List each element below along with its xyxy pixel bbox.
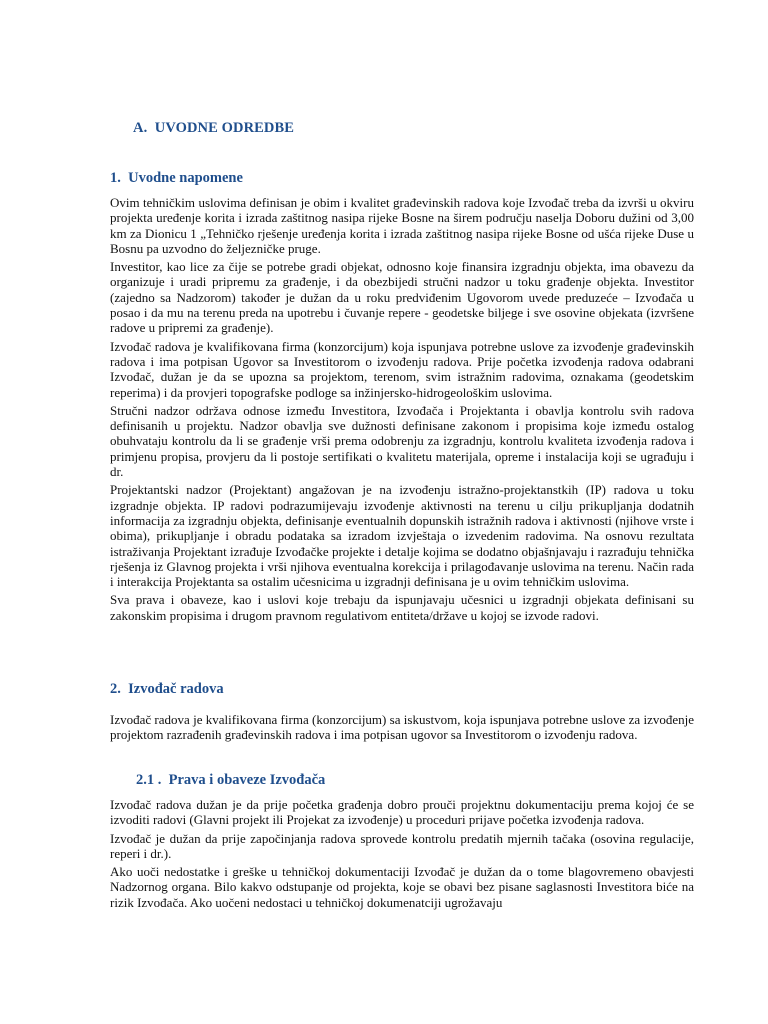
paragraph: Izvođač radova je kvalifikovana firma (konzorcijum) koja ispunjava potrebne uslove za izvođenje građevinskih radova i ima potpisan Ugovor sa Investitorom o izvođenju radova. Prije početka izvođenja radova odabrani Izvođač, dužan je da se upozna sa projektom, terenom, svim istražnim radovima, oznakama (geodetskim reperima) i da provjeri topografske podloge sa inžinjersko-hidrogeološkim uslovima. xyxy=(110,338,694,400)
heading-title: Prava i obaveze Izvođača xyxy=(168,772,326,788)
paragraph: Izvođač je dužan da prije započinjanja radova sprovede kontrolu predatih mjernih tačaka (osovina regulacije, reperi i dr.). xyxy=(110,830,694,861)
paragraph: Izvođač radova dužan je da prije početka građenja dobro prouči projektnu dokumentaciju prema kojoj će se izvoditi radovi (Glavni projekt ili Projekat za izvođenje) u proceduri prijave početka izvođenja radova. xyxy=(110,797,694,828)
section-1-body xyxy=(110,195,694,626)
heading-title: Uvodne napomene xyxy=(128,170,243,186)
paragraph: Ako uoči nedostatke i greške u tehničkoj dokumentaciji Izvođač je dužan da o tome blagovremeno obavjesti Nadzornog organa. Bilo kakvo odstupanje od projekta, koje se obavi bez pisane saglasnosti Investitora biće na rizik Izvođača. Ako uočeni nedostaci u tehničkoj dokumenatciji ugrožavaju xyxy=(110,864,694,910)
paragraph: Ovim tehničkim uslovima definisan je obim i kvalitet građevinskih radova koje Izvođač treba da izvrši u okviru projekta uređenje korita i izrada zaštitnog nasipa rijeke Bosne na širem području naselja Doboru dužini od 3,00 km za Dionicu 1 „Tehničko rješenje uređenja korita i izrada zaštitnog nasipa rijeke Bosne od ušća rijeke Duse u Bosnu pa uzvodno do željezničke pruge. xyxy=(110,195,694,256)
heading-section-2 xyxy=(110,681,224,698)
heading-section-1 xyxy=(110,170,243,187)
document-page xyxy=(110,0,694,1024)
heading-title: UVODNE ODREDBE xyxy=(154,120,295,136)
section-2-body xyxy=(110,712,694,746)
section-2-1-body xyxy=(110,797,694,932)
paragraph: Projektantski nadzor (Projektant) angažovan je na izvođenju istražno-projektanstkih (IP) radova u toku izgradnje objekta. IP radovi podrazumijevaju izvođenje aktivnosti na terenu u cilju prikupljanja dodatnih informacija za izgradnju objekta, definisanje eventualnih dopunskih istražnih radova i aktivnosti (njihove vrste i obima), prikupljanje i obradu podataka sa izradom izvještaja o izvedenim radovima. Na osnovu rezultata istraživanja Projektant izrađuje Izvođačke projekte i detalje kojima se dodatno objašnjavaju i razrađuju tehnička rješenja iz Glavnog projekta i vrši njihova eventualna korekcija i prilagođavanje uslovima na terenu. Način rada i interakcija Projektanta sa ostalim učesnicima u izgradnji definisana je u ovim tehničkim uslovima. xyxy=(110,482,694,590)
heading-number: A. xyxy=(133,120,148,136)
heading-section-a xyxy=(133,120,294,137)
paragraph: Izvođač radova je kvalifikovana firma (konzorcijum) sa iskustvom, koja ispunjava potrebne uslove za izvođenje projektom razrađenih građevinskih radova i ima potpisan ugovor sa Investitorom o izvođenju radova. xyxy=(110,712,694,743)
heading-number: 2. xyxy=(110,681,121,697)
paragraph: Investitor, kao lice za čije se potrebe gradi objekat, odnosno koje finansira izgradnju objekta, ima obavezu da organizuje i uradi pripremu za građenje, i da obezbijedi stručni nadzor u toku građenje objekta. Investitor (zajedno sa Nadzorom) također je dužan da u roku predviđenim Ugovorom uvede preduzeće – Izvođača u posao i da mu na terenu preda na upotrebu i čuvanje repere - geodetske biljege i sve osovine objekata (izvršene radove u pripremi za građenje). xyxy=(110,259,694,336)
heading-title: Izvođač radova xyxy=(128,681,224,697)
paragraph: Sva prava i obaveze, kao i uslovi koje trebaju da ispunjavaju učesnici u izgradnji objekata definisani su zakonskim propisima i drugom pravnom regulativom entiteta/države u kojoj se izvode radovi. xyxy=(110,592,694,623)
heading-section-2-1 xyxy=(136,772,325,789)
paragraph: Stručni nadzor održava odnose između Investitora, Izvođača i Projektanta i obavlja kontrolu svih radova definisanih u projektu. Nadzor obavlja sve dužnosti definisane zakonom i propisima koje između ostalog obuhvataju kontrolu da li se građenje vrši prema odobrenju za izgradnju, kontrolu kvaliteta izvođenja radova i primjenu propisa, provjeru da li postoje sertifikati o kvalitetu materijala, opreme i instalacija koji se ugrađuju i dr. xyxy=(110,402,694,480)
heading-number: 2.1 . xyxy=(136,772,162,788)
heading-number: 1. xyxy=(110,170,121,186)
